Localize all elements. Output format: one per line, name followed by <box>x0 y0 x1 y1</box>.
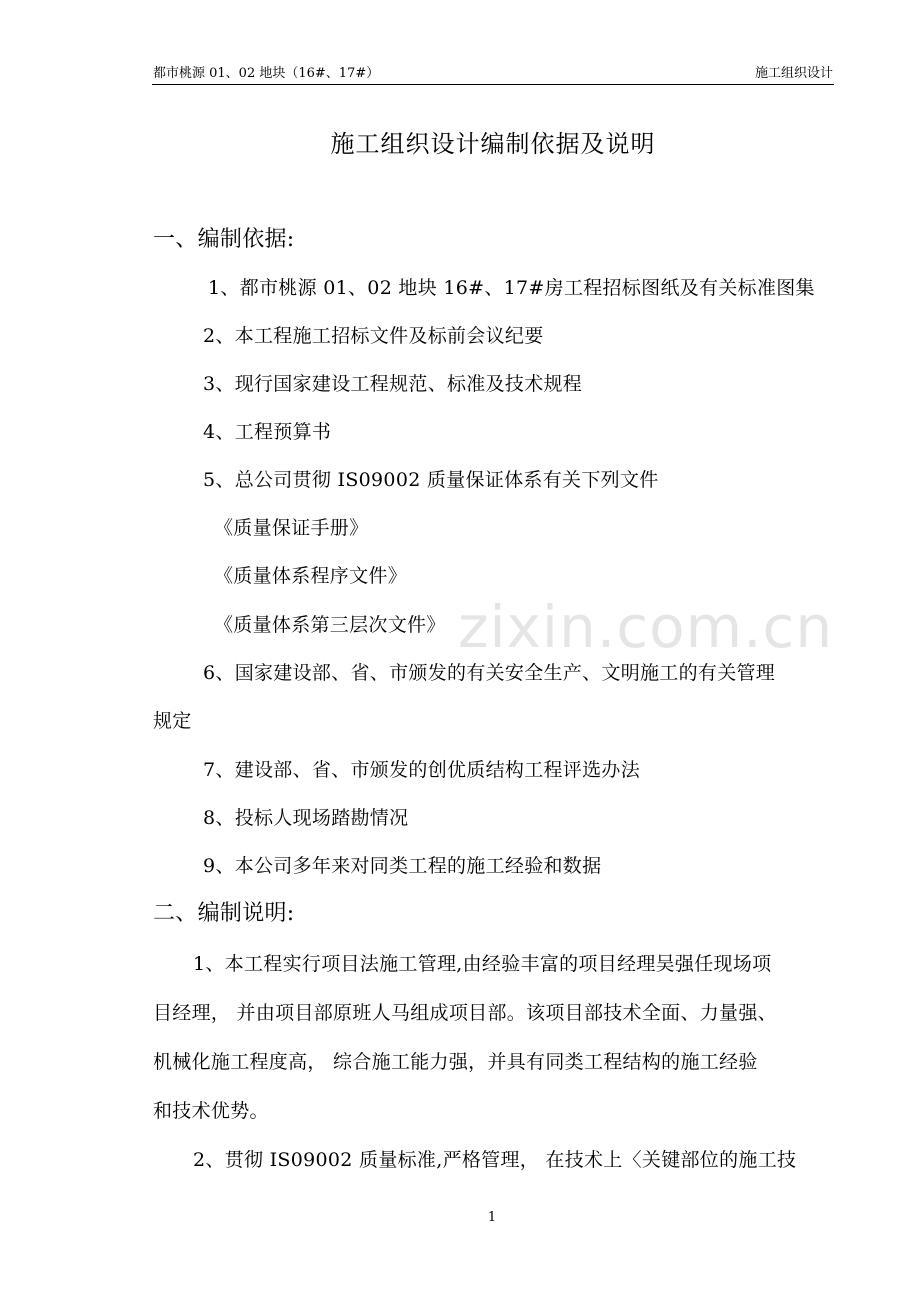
section-heading-basis: 一、编制依据: <box>153 227 295 252</box>
explanation-line-5: 2、贯彻 IS09002 质量标准,严格管理， 在技术上〈关键部位的施工技 <box>193 1149 797 1171</box>
basis-item-9: 9、本公司多年来对同类工程的施工经验和数据 <box>203 855 602 877</box>
document-title: 施工组织设计编制依据及说明 <box>330 130 656 158</box>
basis-item-6: 6、国家建设部、省、市颁发的有关安全生产、文明施工的有关管理 <box>203 662 776 684</box>
basis-item-3: 3、现行国家建设工程规范、标准及技术规程 <box>203 373 583 395</box>
watermark: zixin.com.cn <box>458 593 834 661</box>
section-heading-explanation: 二、编制说明: <box>153 901 295 926</box>
explanation-line-4: 和技术优势。 <box>153 1100 269 1122</box>
basis-item-4: 4、工程预算书 <box>203 421 332 443</box>
basis-item-6-continued: 规定 <box>153 710 192 732</box>
header-right-text: 施工组织设计 <box>754 66 833 81</box>
basis-item-8: 8、投标人现场踏勘情况 <box>203 807 409 829</box>
page-number: 1 <box>487 1210 497 1225</box>
basis-doc-third-level-files: 《质量体系第三层次文件》 <box>214 614 446 636</box>
basis-item-2: 2、本工程施工招标文件及标前会议纪要 <box>203 325 544 347</box>
header-rule <box>152 84 834 85</box>
explanation-line-2: 目经理， 并由项目部原班人马组成项目部。该项目部技术全面、力量强、 <box>153 1002 777 1024</box>
explanation-line-3: 机械化施工程度高， 综合施工能力强，并具有同类工程结构的施工经验 <box>153 1051 758 1073</box>
explanation-line-1: 1、本工程实行项目法施工管理,由经验丰富的项目经理吴强任现场项 <box>193 953 772 975</box>
basis-doc-quality-manual: 《质量保证手册》 <box>214 517 369 539</box>
basis-item-5: 5、总公司贯彻 IS09002 质量保证体系有关下列文件 <box>203 469 659 491</box>
basis-item-1: 1、都市桃源 01、02 地块 16#、17#房工程招标图纸及有关标准图集 <box>208 277 815 299</box>
basis-item-7: 7、建设部、省、市颁发的创优质结构工程评选办法 <box>203 759 640 781</box>
header-left-text: 都市桃源 01、02 地块（16#、17#） <box>153 66 380 81</box>
basis-doc-procedure-files: 《质量体系程序文件》 <box>214 565 408 587</box>
